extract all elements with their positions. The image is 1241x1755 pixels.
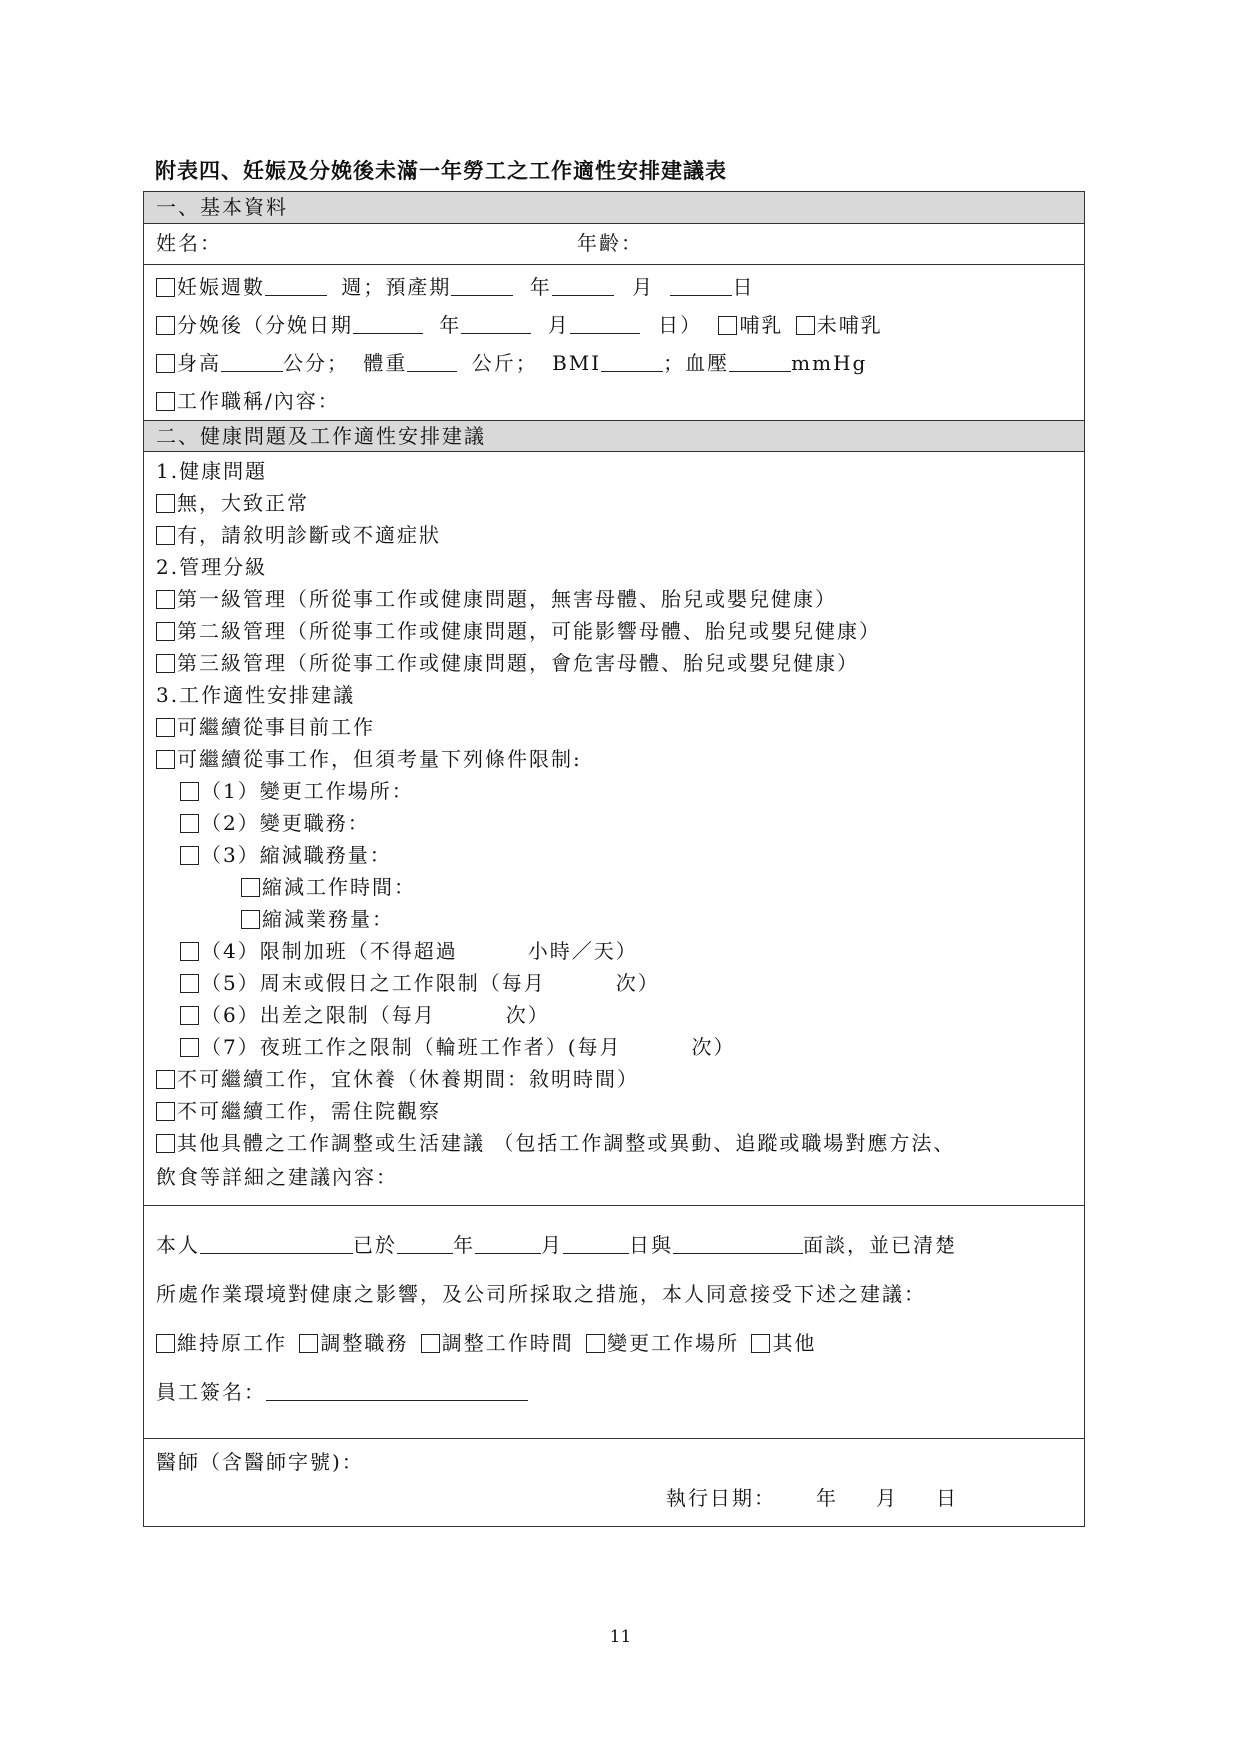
height-field[interactable] [221, 351, 283, 372]
assessment-form [143, 191, 1085, 1527]
management-level-heading: 2.管理分級 [156, 555, 268, 579]
delivery-year-field[interactable] [353, 313, 423, 334]
form-title: 附表四、妊娠及分娩後未滿一年勞工之工作適性安排建議表 [155, 159, 727, 183]
name-row [156, 230, 222, 256]
consent-statement-line-2: 所處作業環境對健康之影響，及公司所採取之措施，本人同意接受下述之建議： [156, 1282, 926, 1306]
option-limit-overtime: （4）限制加班（不得超過 小時／天） [180, 938, 638, 964]
section-basic-info-header: 一、基本資料 [144, 192, 1084, 224]
due-day-field[interactable] [670, 275, 732, 296]
interviewer-field[interactable] [673, 1233, 803, 1254]
name-label: 姓名： [156, 231, 222, 255]
level-2-checkbox[interactable] [156, 622, 175, 641]
employee-signature-field[interactable] [266, 1380, 528, 1401]
option-continue-with-limits: 可繼續從事工作，但須考量下列條件限制: [156, 746, 582, 772]
section-divider [144, 1205, 1084, 1206]
consent-statement-line-1: 本人 已於 年 月 日與 面談，並已清楚 [156, 1233, 957, 1257]
not-breastfeeding-checkbox[interactable] [796, 316, 815, 335]
no-problem-checkbox[interactable] [156, 494, 175, 513]
option-continue-current: 可繼續從事目前工作 [156, 714, 375, 740]
option-change-duty: （2）變更職務： [180, 810, 370, 836]
has-problem-checkbox[interactable] [156, 526, 175, 545]
interview-day-field[interactable] [563, 1233, 629, 1254]
bmi-field[interactable] [601, 351, 663, 372]
keep-job-checkbox[interactable] [156, 1334, 175, 1353]
hospitalize-checkbox[interactable] [156, 1102, 175, 1121]
option-level-3: 第三級管理（所從事工作或健康問題，會危害母體、胎兒或嬰兒健康） [156, 650, 859, 676]
section-health-header: 二、健康問題及工作適性安排建議 [144, 420, 1084, 452]
age-row [577, 230, 643, 256]
interview-month-field[interactable] [475, 1233, 541, 1254]
level-1-checkbox[interactable] [156, 590, 175, 609]
weight-field[interactable] [407, 351, 457, 372]
age-label: 年齡： [577, 231, 643, 255]
option-reduce-workload: （3）縮減職務量： [180, 842, 392, 868]
option-rest: 不可繼續工作，宜休養（休養期間：敘明時間） [156, 1066, 639, 1092]
delivery-day-field[interactable] [570, 313, 640, 334]
blood-pressure-field[interactable] [729, 351, 791, 372]
job-row: 工作職稱/內容： [156, 388, 340, 414]
row-divider [144, 264, 1084, 265]
change-location-checkbox[interactable] [180, 782, 199, 801]
body-metrics-row: 身高 公分； 體重 公斤； BMI ；血壓 mmHg [156, 350, 867, 376]
due-date-field[interactable] [451, 275, 513, 296]
change-workplace-checkbox[interactable] [586, 1334, 605, 1353]
due-month-field[interactable] [552, 275, 614, 296]
pregnancy-checkbox[interactable] [156, 278, 175, 297]
option-night-shift-limit: （7）夜班工作之限制（輪班工作者）(每月 次） [180, 1034, 736, 1060]
other-advice-checkbox[interactable] [156, 1134, 175, 1153]
execution-date-row: 執行日期： 年 月 日 [666, 1486, 958, 1510]
option-no-problem: 無，大致正常 [156, 490, 309, 516]
option-weekend-limit: （5）周末或假日之工作限制（每月 次） [180, 970, 660, 996]
section-divider [144, 1438, 1084, 1439]
option-reduce-tasks: 縮減業務量： [241, 906, 394, 932]
work-suitability-heading: 3.工作適性安排建議 [156, 683, 356, 707]
consent-options-row: 維持原工作 調整職務 調整工作時間 變更工作場所 其他 [156, 1330, 816, 1356]
reduce-tasks-checkbox[interactable] [241, 910, 260, 929]
travel-limit-checkbox[interactable] [180, 1006, 199, 1025]
rest-checkbox[interactable] [156, 1070, 175, 1089]
page-number: 11 [609, 1627, 632, 1647]
adjust-hours-checkbox[interactable] [421, 1334, 440, 1353]
change-duty-checkbox[interactable] [180, 814, 199, 833]
option-level-1: 第一級管理（所從事工作或健康問題，無害母體、胎兒或嬰兒健康） [156, 586, 837, 612]
delivery-month-field[interactable] [461, 313, 531, 334]
continue-with-limits-checkbox[interactable] [156, 750, 175, 769]
option-reduce-hours: 縮減工作時間： [241, 874, 416, 900]
adjust-duty-checkbox[interactable] [299, 1334, 318, 1353]
option-has-problem: 有，請敘明診斷或不適症狀 [156, 522, 441, 548]
reduce-workload-checkbox[interactable] [180, 846, 199, 865]
body-metrics-checkbox[interactable] [156, 354, 175, 373]
reduce-hours-checkbox[interactable] [241, 878, 260, 897]
option-other-advice: 其他具體之工作調整或生活建議 （包括工作調整或異動、追蹤或職場對應方法、 [156, 1130, 955, 1156]
employee-name-field[interactable] [200, 1233, 353, 1254]
pregnancy-row: 妊娠週數 週；預產期 年 月 日 [156, 274, 754, 300]
night-shift-limit-checkbox[interactable] [180, 1038, 199, 1057]
postpartum-row: 分娩後（分娩日期 年 月 日） 哺乳 未哺乳 [156, 312, 883, 338]
option-level-2: 第二級管理（所從事工作或健康問題，可能影響母體、胎兒或嬰兒健康） [156, 618, 881, 644]
health-problem-heading: 1.健康問題 [156, 459, 268, 483]
weekend-limit-checkbox[interactable] [180, 974, 199, 993]
doctor-row [156, 1449, 364, 1475]
job-checkbox[interactable] [156, 392, 175, 411]
level-3-checkbox[interactable] [156, 654, 175, 673]
continue-current-checkbox[interactable] [156, 718, 175, 737]
option-change-location: （1）變更工作場所： [180, 778, 414, 804]
interview-year-field[interactable] [397, 1233, 453, 1254]
option-travel-limit: （6）出差之限制（每月 次） [180, 1002, 550, 1028]
postpartum-checkbox[interactable] [156, 316, 175, 335]
other-advice-continued: 飲食等詳細之建議內容： [156, 1165, 398, 1189]
limit-overtime-checkbox[interactable] [180, 942, 199, 961]
employee-signature-row: 員工簽名： [156, 1379, 528, 1405]
pregnancy-weeks-field[interactable] [265, 275, 327, 296]
other-checkbox[interactable] [751, 1334, 770, 1353]
breastfeeding-checkbox[interactable] [718, 316, 737, 335]
option-hospitalize: 不可繼續工作，需住院觀察 [156, 1098, 441, 1124]
doctor-label: 醫師（含醫師字號)： [156, 1450, 364, 1474]
